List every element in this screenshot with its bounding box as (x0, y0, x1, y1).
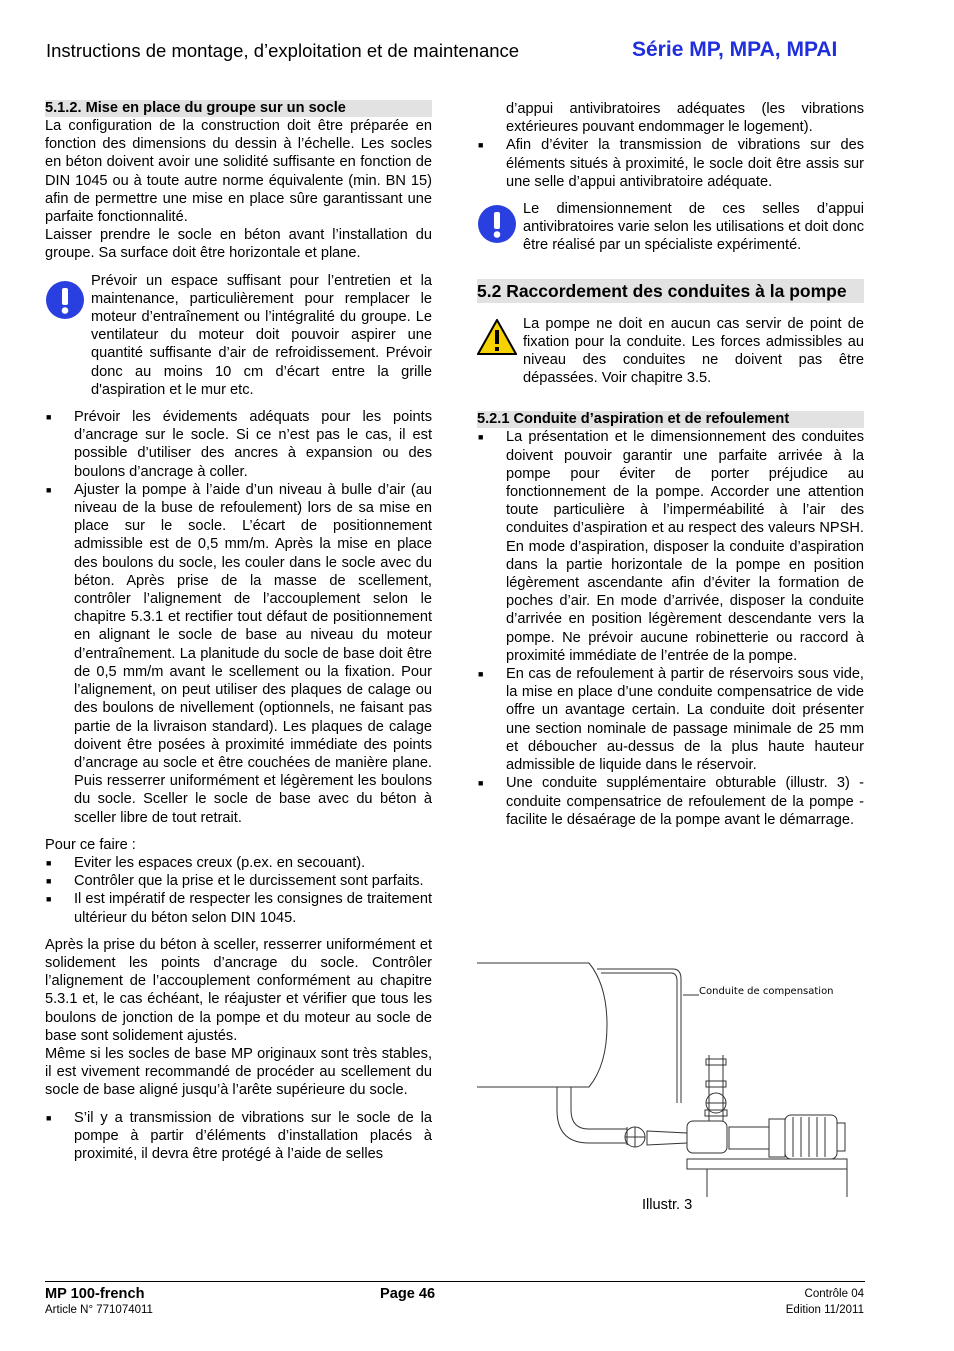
bullet-list (477, 428, 864, 828)
edition-date: Edition 11/2011 (785, 1304, 864, 1316)
left-column (45, 100, 432, 1163)
info-note (477, 200, 864, 255)
paragraph: Même si les socles de base MP originaux sont très stables, il est vivement recommandé de procéder au scellement du socle de base aligné jusqu’à l’arête supérieure du socle. (45, 1045, 432, 1099)
list-item: ■ Prévoir les évidements adéquats pour les points d’ancrage sur le socle. Si ce n’est pas le cas, il est possible d’utiliser des ancres à expansion ou des boulons d’ancrage à coller. (46, 409, 432, 480)
page-number: Page 46 (380, 1286, 436, 1302)
list-item: ■ La présentation et le dimensionnement des conduites doivent pouvoir garantir une parfaite arrivée à la pompe pour éviter de porter préjudice au fonctionnement de la pompe. Accorder une attention toute particulière à l’imperméabilité à l’air des conduites d’aspiration et au respect des valeurs NPSH. En mode d’aspiration, disposer la conduite d’aspiration dans la partie horizontale de la pompe en position légèrement ascendante afin d’éviter la formation de poches d’air. En mode d’arrivée, disposer la conduite d’arrivée en position légèrement descendante vers la pompe. Ne prévoir aucune robinetterie ou raccord à proximité immédiate de l’entrée de la pompe. (478, 429, 864, 664)
list-item: ■ Une conduite supplémentaire obturable (illustr. 3) - conduite compensatrice de refoulement de la pompe - facilite le désaérage de la pompe avant le démarrage. (478, 775, 864, 828)
list-item: ■ Afin d’éviter la transmission de vibrations sur des éléments situés à proximité, le socle doit être assis sur une selle d’appui antivibratoire adéquate. (478, 137, 864, 190)
list-item: ■ Contrôler que la prise et le durcissement sont parfaits. (46, 873, 424, 890)
document-id: MP 100-french (45, 1286, 145, 1302)
list-item: ■ S’il y a transmission de vibrations sur le socle de la pompe à partir d’éléments d’installation placés à proximité, il devra être protégé à l’aide de selles (46, 1109, 432, 1162)
note-text: Prévoir un espace suffisant pour l’entretien et la maintenance, particulièrement pour remplacer le moteur d’entraînement ou l’intégralité du groupe. Le ventilateur du moteur doit pouvoir aspirer une quantité suffisante d’air de refroidissement. Prévoir donc au moins 10 cm d’écart entre la grille d'aspiration et le mur etc. (91, 272, 432, 398)
warning-note (477, 315, 864, 388)
square-bullet: ■ (46, 894, 52, 905)
square-bullet: ■ (478, 778, 484, 789)
list-item: ■ En cas de refoulement à partir de réservoirs sous vide, la mise en place d’une conduite compensatrice de vide offre un avantage certain. La conduite doit présenter une section nominale de passage minimale de 25 mm et déboucher au-dessus de la plus haute hauteur admissible de liquide dans le réservoir. (478, 666, 864, 774)
warning-triangle-icon (477, 319, 517, 360)
square-bullet: ■ (478, 432, 484, 443)
list-item: ■ Eviter les espaces creux (p.ex. en secouant). (46, 854, 366, 871)
bullet-list (45, 854, 432, 927)
paragraph: Laisser prendre le socle en béton avant l’installation du groupe. Sa surface doit être horizontale et plane. (45, 227, 432, 262)
paragraph: La configuration de la construction doit être préparée en fonction des dimensions du dessin à l’échelle. Les socles en béton doivent avoir une solidité suffisante en fonction de DIN 1045 ou à toute autre norme équivalente (min. BN 15) afin de permettre une mise en place sûre garantissant une parfaite fonctionnalité. (45, 118, 432, 226)
paragraph: Après la prise du béton à sceller, resserrer uniformément et solidement les points d’ancrage du socle. Contrôler l’alignement de l’accouplement conformément au chapitre 5.3.1 et, le cas échéant, le réajuster et vérifier que tous les boulons de jonction de la pompe et du moteur au socle de base sont solidement ajustés. (45, 936, 432, 1044)
warning-text: La pompe ne doit en aucun cas servir de point de fixation pour la conduite. Les forces admissibles au niveau des conduites ne doivent pas être dépassées. Voir chapitre 3.5. (523, 315, 864, 387)
bullet-list (477, 100, 864, 191)
bullet-list (45, 1109, 432, 1164)
paragraph: Pour ce faire : (45, 836, 136, 853)
note-text: Le dimensionnement de ces selles d’appui antivibratoires varie selon les utilisations et doit donc être réalisé par un spécialiste expérimenté. (523, 201, 864, 254)
exclamation-info-icon (45, 280, 85, 325)
info-note (45, 272, 432, 399)
footer-divider (45, 1281, 865, 1282)
right-column (477, 100, 864, 829)
exclamation-info-icon (477, 204, 517, 249)
bullet-list (45, 408, 432, 827)
series-title: Série MP, MPA, MPAI (632, 38, 838, 61)
square-bullet: ■ (46, 1112, 52, 1123)
section-heading-5-2-1: 5.2.1 Conduite d’aspiration et de refoulement (477, 411, 864, 428)
section-heading-5-2: 5.2 Raccordement des conduites à la pompe (477, 279, 864, 303)
square-bullet: ■ (46, 484, 52, 495)
list-item-continued: d’appui antivibratoires adéquates (les vibrations extérieures pouvant endommager le logement). (506, 101, 864, 136)
list-item: ■ Ajuster la pompe à l’aide d’un niveau à bulle d’air (au niveau de la buse de refoulement) lors de sa mise en place sur le socle. L’écart de positionnement admissible est de 0,5 mm/m. Après la mise en place des boulons du socle, les couler dans le socle avec du béton. Après prise de la masse de scellement, contrôler l’alignement de l’accouplement selon le chapitre 5.3.1 et rectifier tout défaut de positionnement en alignant le socle de base au niveau du moteur d’entraînement. La planitude du socle de base doit être de 0,5 mm/m avant le scellement ou la fixation. Pour l’alignement, on peut utiliser des plaques de calage ou des boulons de nivellement (optionnels, ne faisant pas partie de la livraison standard). Les plaques de calage doivent être posées à proximité immédiate des points d’ancrage au socle et être couchées de manière plane. Puis resserrer uniformément et légèrement les boulons du socle. Sceller le socle de base avec du béton à sceller libre de tout retrait. (46, 481, 432, 826)
header-title: Instructions de montage, d’exploitation et de maintenance (46, 40, 520, 61)
control-version: Contrôle 04 (804, 1288, 864, 1300)
square-bullet: ■ (478, 669, 484, 680)
square-bullet: ■ (46, 857, 52, 868)
section-heading-5-1-2: 5.1.2. Mise en place du groupe sur un socle (45, 100, 432, 117)
square-bullet: ■ (478, 140, 484, 151)
square-bullet: ■ (46, 412, 52, 423)
figure-label: Conduite de compensation (699, 986, 834, 997)
figure-caption: Illustr. 3 (642, 1197, 693, 1213)
article-number: Article N° 771074011 (45, 1304, 153, 1316)
square-bullet: ■ (46, 876, 52, 887)
list-item: ■ Il est impératif de respecter les consignes de traitement ultérieur du béton selon DIN 1045. (46, 891, 432, 926)
